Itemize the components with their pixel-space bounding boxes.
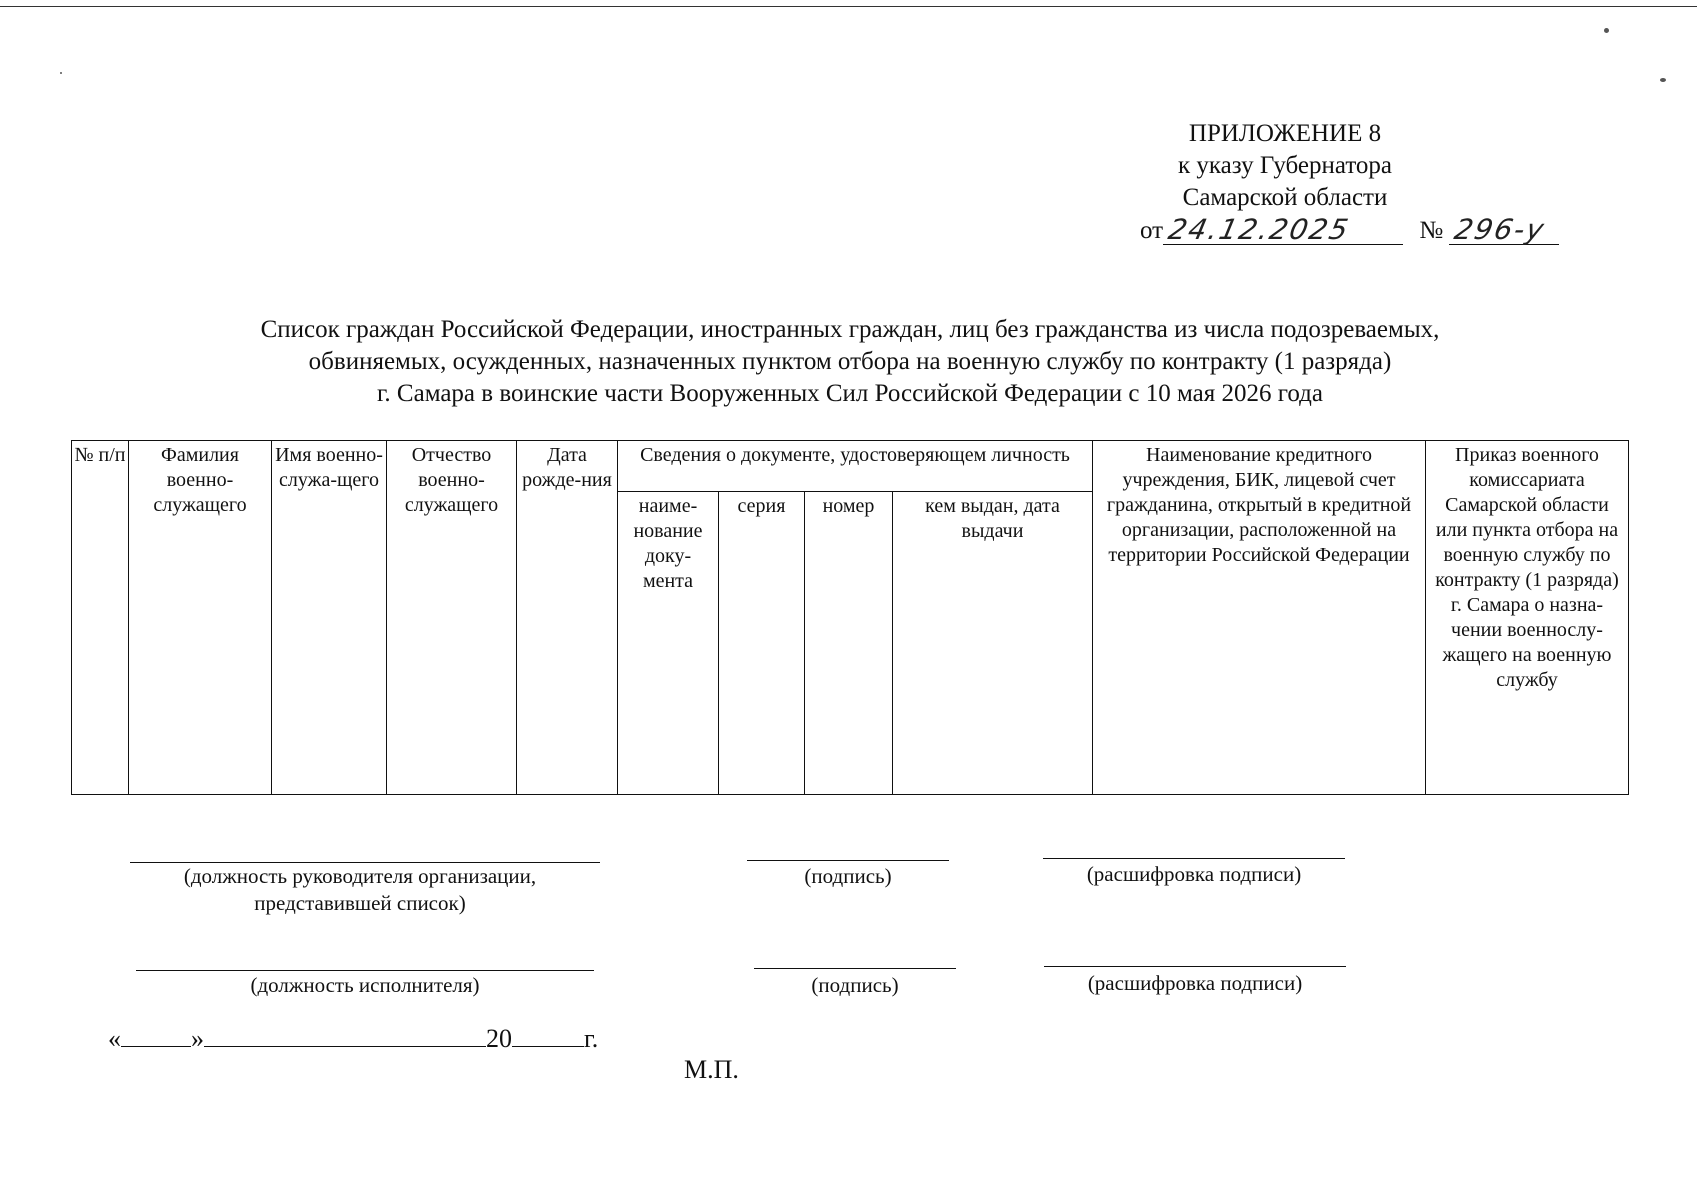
number-label: № <box>1419 217 1444 244</box>
citizens-table <box>71 440 1629 795</box>
header-document-name: наиме-нование доку-мента <box>618 492 719 795</box>
header-document-group: Сведения о документе, удостоверяющем личность <box>618 441 1093 492</box>
year-suffix: г. <box>584 1024 599 1053</box>
title-line-3: г. Самара в воинские части Вооруженных Сил Российской Федерации с 10 мая 2026 года <box>376 380 1323 407</box>
executor-position-line <box>136 970 594 971</box>
header-document-number: номер <box>805 492 893 795</box>
appendix-line-3: Самарской области <box>1182 184 1388 211</box>
year-blank <box>512 1022 584 1047</box>
header-patronymic: Отчество военно-служащего <box>387 441 517 795</box>
date-row <box>108 1022 598 1054</box>
signature-2-line <box>754 968 956 969</box>
title-line-1: Список граждан Российской Федерации, иностранных граждан, лиц без гражданства из числа подозреваемых, <box>260 316 1440 343</box>
appendix-date-line <box>1140 214 1580 245</box>
handwritten-date: 24.12.2025 <box>1165 213 1353 246</box>
date-label: от <box>1140 217 1164 244</box>
title-line-2: обвиняемых, осужденных, назначенных пунктом отбора на военную службу по контракту (1 разряда) <box>308 348 1392 375</box>
appendix-block <box>1120 118 1450 214</box>
header-document-series: серия <box>719 492 805 795</box>
date-open-quote: « <box>108 1024 121 1053</box>
decoding-1-line <box>1043 858 1345 859</box>
stamp-label: М.П. <box>684 1055 739 1084</box>
document-title <box>100 314 1600 410</box>
appendix-line-1: ПРИЛОЖЕНИЕ 8 <box>1188 120 1382 147</box>
head-position-caption: (должность руководителя организации, представившей список) <box>183 864 537 915</box>
scan-speck <box>1660 78 1666 82</box>
header-number: № п/п <box>72 441 129 795</box>
scan-edge-line <box>0 6 1697 7</box>
header-birthdate: Дата рожде-ния <box>517 441 618 795</box>
month-blank <box>204 1022 486 1047</box>
signature-1-line <box>747 860 949 861</box>
header-bank-details: Наименование кредитного учреждения, БИК, лицевой счет гражданина, открытый в кредитной организации, расположенной на территории Российской Федерации <box>1093 441 1426 795</box>
header-surname: Фамилия военно-служащего <box>129 441 272 795</box>
decoding-1-caption: (расшифровка подписи) <box>1086 862 1302 886</box>
number-field <box>1449 214 1559 245</box>
signature-1-caption: (подпись) <box>804 864 892 888</box>
date-field <box>1163 214 1403 245</box>
signature-2-caption: (подпись) <box>811 973 899 997</box>
citizens-table-wrap <box>71 440 1629 795</box>
date-close-quote: » <box>191 1024 204 1053</box>
header-document-issued: кем выдан, дата выдачи <box>893 492 1093 795</box>
year-prefix: 20 <box>486 1024 512 1053</box>
scan-speck <box>60 72 62 74</box>
appendix-line-2: к указу Губернатора <box>1177 152 1393 179</box>
header-order: Приказ военного комиссариата Самарской области или пункта отбора на военную службу по контракту (1 разряда) г. Самара о назна-чении военнослу-жащего на военную службу <box>1426 441 1629 795</box>
decoding-2-line <box>1044 966 1346 967</box>
handwritten-number: 296-у <box>1451 213 1550 246</box>
day-blank <box>121 1022 191 1047</box>
scan-speck <box>1604 28 1609 33</box>
header-name: Имя военно-служа-щего <box>272 441 387 795</box>
decoding-2-caption: (расшифровка подписи) <box>1087 971 1303 995</box>
executor-position-caption: (должность исполнителя) <box>250 973 480 997</box>
